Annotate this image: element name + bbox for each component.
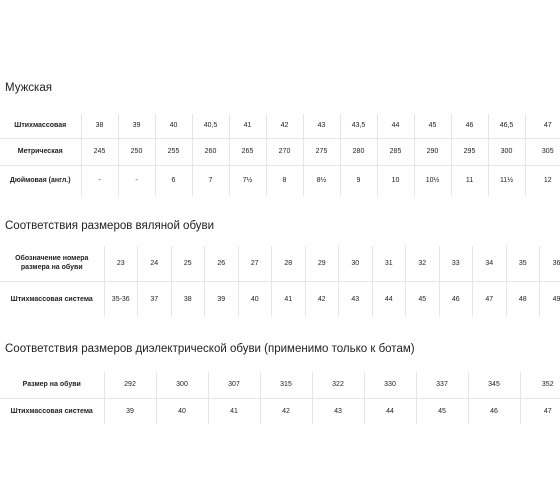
table-cell: 43 <box>339 281 373 317</box>
table-cell: 46 <box>439 281 473 317</box>
felt-table-body <box>0 246 560 317</box>
table-cell: 35 <box>506 246 540 281</box>
table-cell: 322 <box>312 372 364 398</box>
table-cell: 270 <box>266 138 303 165</box>
table-cell: 45 <box>414 114 451 138</box>
table-cell: 44 <box>364 398 416 424</box>
table-cell: 41 <box>272 281 306 317</box>
table-cell: 40 <box>156 398 208 424</box>
table-cell: 290 <box>414 138 451 165</box>
table-cell: 9 <box>340 165 377 196</box>
men-size-table <box>0 114 560 196</box>
table-cell: 32 <box>406 246 440 281</box>
table-row <box>0 372 560 398</box>
table-cell: 40 <box>155 114 192 138</box>
table-cell: 250 <box>118 138 155 165</box>
table-cell: 337 <box>416 372 468 398</box>
table-cell: 300 <box>156 372 208 398</box>
table-cell: 43,5 <box>340 114 377 138</box>
dielectric-table-body <box>0 372 560 424</box>
table-cell: 265 <box>229 138 266 165</box>
table-cell: 39 <box>205 281 239 317</box>
table-cell: 12 <box>525 165 560 196</box>
table-cell: 43 <box>312 398 364 424</box>
table-cell: 307 <box>208 372 260 398</box>
table-cell: 345 <box>468 372 520 398</box>
table-row <box>0 246 560 281</box>
table-cell: 300 <box>488 138 525 165</box>
table-cell: 10½ <box>414 165 451 196</box>
table-cell: 48 <box>506 281 540 317</box>
table-cell: 40 <box>238 281 272 317</box>
table-cell: 44 <box>372 281 406 317</box>
table-cell: 47 <box>473 281 507 317</box>
table-cell: 10 <box>377 165 414 196</box>
row-label: Дюймовая (англ.) <box>9 177 71 185</box>
table-cell: 260 <box>192 138 229 165</box>
table-cell: 11 <box>451 165 488 196</box>
table-cell: 35-36 <box>104 281 138 317</box>
table-cell: 34 <box>473 246 507 281</box>
table-cell: 305 <box>525 138 560 165</box>
row-label: Штихмассовая система <box>10 295 93 303</box>
table-cell: 285 <box>377 138 414 165</box>
table-cell: 38 <box>171 281 205 317</box>
table-cell: 7½ <box>229 165 266 196</box>
row-label: Штихмассовая система <box>10 407 93 415</box>
table-cell: 29 <box>305 246 339 281</box>
table-cell: 255 <box>155 138 192 165</box>
table-cell: 38 <box>81 114 118 138</box>
table-cell: 47 <box>520 398 560 424</box>
table-cell: 41 <box>208 398 260 424</box>
section-title-men: Мужская <box>5 82 52 94</box>
table-row <box>0 281 560 317</box>
men-table-body <box>0 114 560 196</box>
table-cell: 44 <box>377 114 414 138</box>
table-cell: 45 <box>416 398 468 424</box>
section-title-felt: Соответствия размеров вяляной обуви <box>5 220 215 232</box>
row-label: Штихмассовая <box>0 114 81 138</box>
table-cell: 41 <box>229 114 266 138</box>
table-row <box>0 138 560 165</box>
table-row <box>0 165 560 196</box>
table-cell: 46 <box>451 114 488 138</box>
men-table-container <box>0 114 560 196</box>
table-cell: 295 <box>451 138 488 165</box>
table-cell: 8½ <box>303 165 340 196</box>
table-cell: 42 <box>260 398 312 424</box>
table-cell: 6 <box>155 165 192 196</box>
dielectric-size-table <box>0 372 560 424</box>
table-cell: 25 <box>171 246 205 281</box>
table-cell: 7 <box>192 165 229 196</box>
felt-table-container <box>0 246 560 318</box>
table-cell: 30 <box>339 246 373 281</box>
table-cell: 47 <box>525 114 560 138</box>
table-cell: 330 <box>364 372 416 398</box>
dielectric-table-container <box>0 372 560 424</box>
table-cell: 39 <box>104 398 156 424</box>
table-cell: 31 <box>372 246 406 281</box>
table-cell: 46 <box>468 398 520 424</box>
row-label: Обозначение номера размера на обуви <box>0 246 104 281</box>
table-cell: 245 <box>81 138 118 165</box>
table-cell: 24 <box>138 246 172 281</box>
table-cell: 33 <box>439 246 473 281</box>
table-cell: - <box>81 165 118 196</box>
table-cell: 43 <box>303 114 340 138</box>
table-cell: 28 <box>272 246 306 281</box>
table-row <box>0 114 560 138</box>
table-cell: 280 <box>340 138 377 165</box>
row-label: Размер на обуви <box>0 372 104 398</box>
table-cell: 292 <box>104 372 156 398</box>
table-cell: - <box>118 165 155 196</box>
table-cell: 39 <box>118 114 155 138</box>
table-cell: 49 <box>540 281 560 317</box>
row-label: Метрическая <box>0 138 81 165</box>
table-cell: 26 <box>205 246 239 281</box>
table-cell: 46,5 <box>488 114 525 138</box>
table-cell: 275 <box>303 138 340 165</box>
table-cell: 27 <box>238 246 272 281</box>
table-cell: 11½ <box>488 165 525 196</box>
section-title-dielectric: Соответствия размеров диэлектрической обуви (применимо только к ботам) <box>5 343 415 355</box>
table-cell: 36 <box>540 246 560 281</box>
table-cell: 315 <box>260 372 312 398</box>
table-cell: 40,5 <box>192 114 229 138</box>
table-row <box>0 398 560 424</box>
table-cell: 352 <box>520 372 560 398</box>
table-cell: 8 <box>266 165 303 196</box>
table-cell: 42 <box>305 281 339 317</box>
felt-size-table <box>0 246 560 317</box>
table-cell: 37 <box>138 281 172 317</box>
table-cell: 23 <box>104 246 138 281</box>
table-cell: 45 <box>406 281 440 317</box>
table-cell: 42 <box>266 114 303 138</box>
